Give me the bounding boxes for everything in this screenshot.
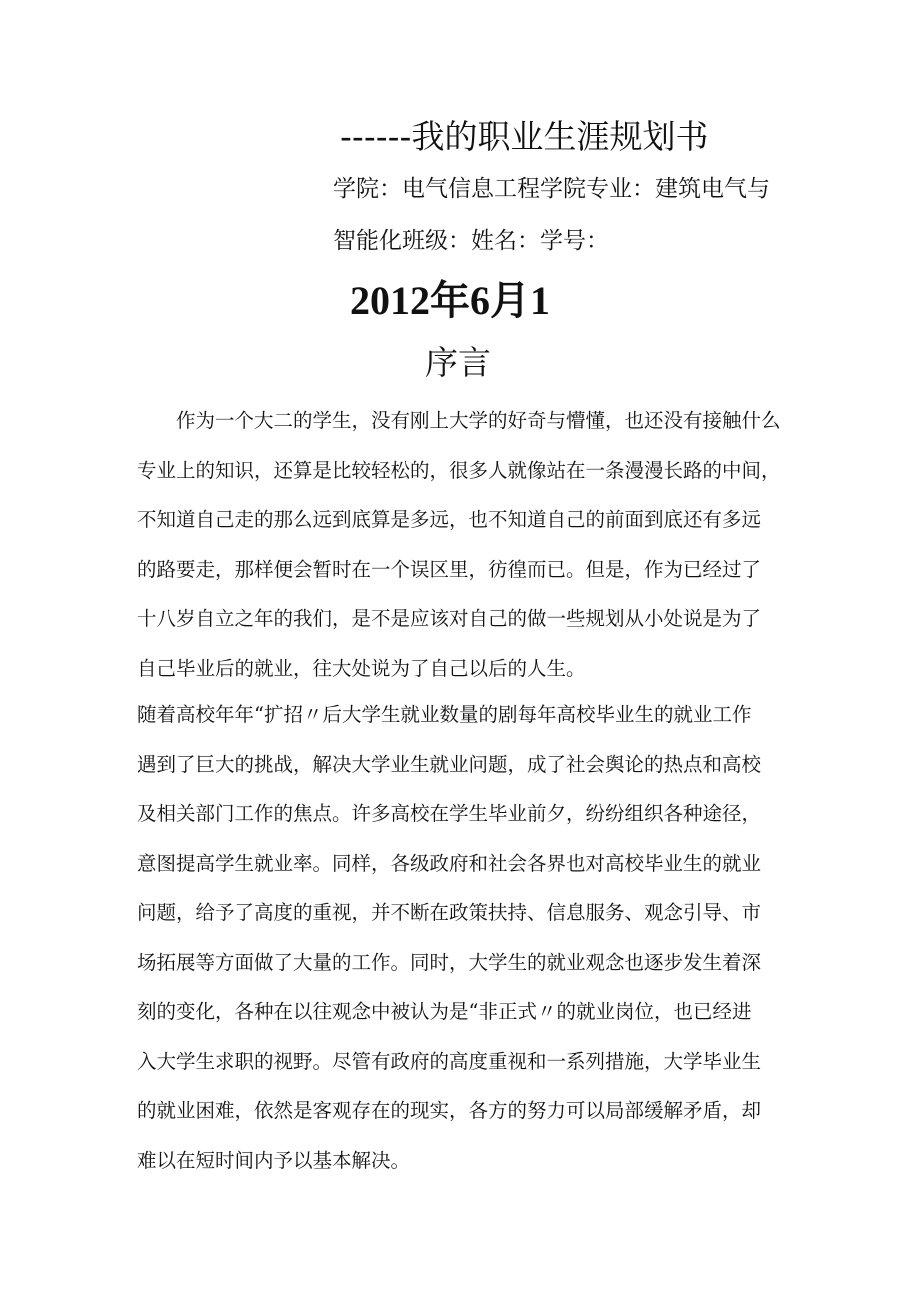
section-heading-preface: 序言 [425,343,491,382]
paragraph-line: 作为一个大二的学生，没有刚上大学的好奇与懵懂，也还没有接触什么 [137,409,781,432]
paragraph-line: 随着高校年年“扩招〃后大学生就业数量的剧每年高校毕业生的就业工作 [137,703,752,726]
paragraph-2 [137,690,761,1185]
meta-line-class-name-id: 智能化班级：姓名：学号： [333,228,609,254]
paragraph-line: 问题，给予了高度的重视，并不断在政策扶持、信息服务、观念引导、市 [137,901,762,924]
document-date: 2012年6月1 [350,278,550,323]
meta-line-college-major: 学院：电气信息工程学院专业：建筑电气与 [333,176,770,202]
paragraph-line: 不知道自己走的那么远到底算是多远，也不知道自己的前面到底还有多远 [137,508,762,531]
paragraph-line: 场拓展等方面做了大量的工作。同时，大学生的就业观念也逐步发生着深 [137,950,762,974]
paragraph-line: 遇到了巨大的挑战，解决大学业生就业问题，成了社会舆论的热点和高校 [137,752,762,776]
document-title: ------我的职业生涯规划书 [340,117,709,156]
paragraph-line: 入大学生求职的视野。尽管有政府的高度重视和一系列措施，大学毕业生 [137,1049,762,1073]
paragraph-line: 自己毕业后的就业，往大处说为了自己以后的人生。 [137,656,586,680]
paragraph-1 [137,396,781,693]
paragraph-line: 的就业困难，依然是客观存在的现实，各方的努力可以局部缓解矛盾，却 [137,1099,762,1122]
paragraph-line: 十八岁自立之年的我们，是不是应该对自己的做一些规划从小处说是为了 [137,607,762,630]
paragraph-line: 专业上的知识，还算是比较轻松的，很多人就像站在一条漫漫长路的中间， [137,458,781,482]
paragraph-line: 难以在短时间内予以基本解决。 [137,1148,411,1172]
paragraph-line: 及相关部门工作的焦点。许多高校在学生毕业前夕，纷纷组织各种途径， [137,802,762,825]
paragraph-line: 刻的变化，各种在以往观念中被认为是“非正式〃的就业岗位，也已经进 [137,1000,752,1023]
paragraph-line: 的路要走，那样便会暂时在一个误区里，彷徨而已。但是，作为已经过了 [137,557,762,581]
paragraph-line: 意图提高学生就业率。同样，各级政府和社会各界也对高校毕业生的就业 [137,851,762,875]
